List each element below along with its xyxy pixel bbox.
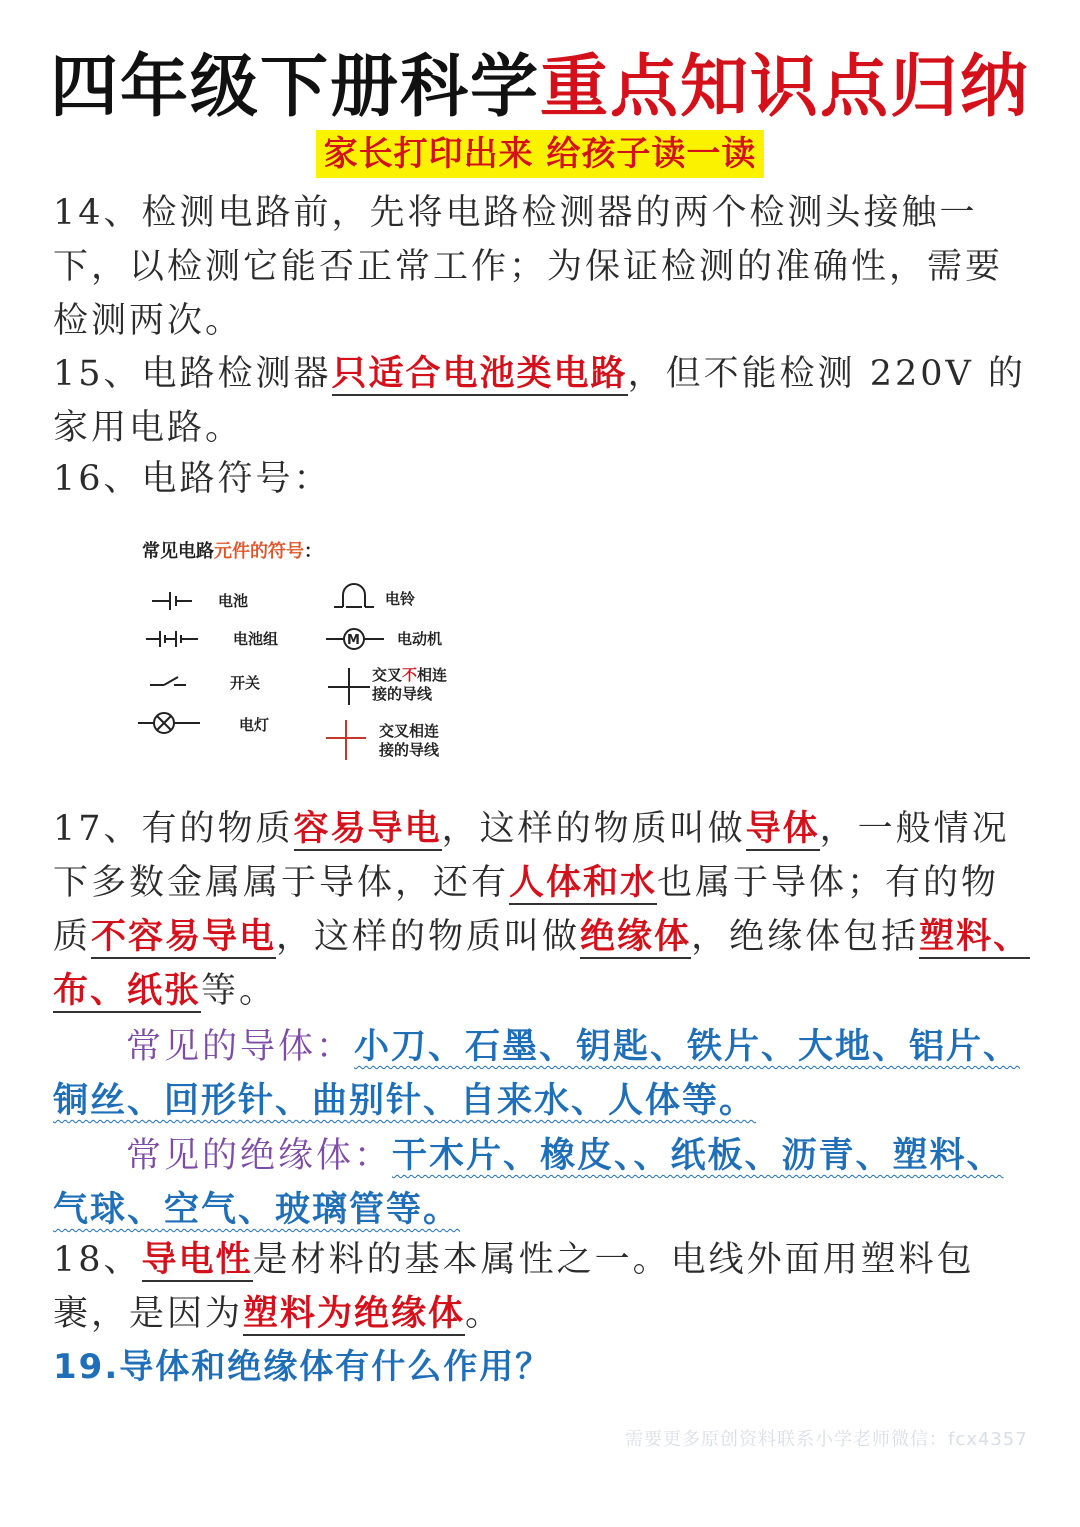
- p15-text-c: ，但不能检测 220V 的家用电路。: [53, 354, 1026, 448]
- crossed-wires-icon: [328, 668, 370, 705]
- p17-d-highlight: 导体: [745, 809, 820, 849]
- p17-g: 也属于导体；有的物质: [53, 863, 1000, 957]
- motor-label: 电动机: [397, 630, 443, 648]
- symbols-title-a: 常见电路: [142, 541, 214, 562]
- battery-pack-symbol-icon: [146, 631, 198, 647]
- insulators-list: 干木片、橡皮、、纸板、沥青、塑料、气球、空气、玻璃管等。: [53, 1136, 1004, 1230]
- conductors-paragraph: [53, 1020, 1033, 1128]
- p17-a: 17、有的物质: [53, 809, 294, 849]
- lamp-label: 电灯: [239, 716, 270, 734]
- conductors-list: 小刀、石墨、钥匙、铁片、大地、铝片、铜丝、回形针、曲别针、自来水、人体等。: [53, 1027, 1021, 1121]
- switch-label: 开关: [230, 674, 261, 692]
- cross-label-c: 相连: [417, 666, 448, 684]
- conductors-label: 常见的导体：: [126, 1027, 355, 1067]
- p17-b-highlight: 容易导电: [293, 809, 442, 849]
- switch-symbol-icon: [150, 677, 186, 685]
- joined-wires-icon: [326, 720, 366, 760]
- p15-text-a: 15、电路检测器: [53, 354, 332, 394]
- p17-h-highlight: 不容易导电: [91, 917, 277, 957]
- joined-label-a: 交叉相连: [379, 722, 440, 740]
- paragraph-16: 16、电路符号：: [53, 459, 332, 499]
- cross-label-b: 不: [402, 666, 418, 684]
- crossed-wires-label: [372, 666, 447, 704]
- battery-symbol-icon: [152, 592, 192, 610]
- symbols-title-b: 元件的符号: [214, 541, 304, 562]
- bell-symbol-icon: [334, 584, 374, 607]
- p17-j-highlight: 绝缘体: [580, 917, 692, 957]
- circuit-symbols-figure: [130, 525, 530, 775]
- p18-e: 。: [465, 1294, 504, 1334]
- subtitle-banner: 家长打印出来 给孩子读一读: [316, 130, 765, 178]
- p15-highlight: 只适合电池类电路: [331, 354, 628, 394]
- cross-label-d: 接的导线: [372, 685, 433, 703]
- bell-label: 电铃: [385, 590, 416, 608]
- svg-text:M: M: [347, 633, 360, 648]
- paragraph-17: [53, 802, 1033, 1018]
- p18-b-highlight: 导电性: [141, 1240, 253, 1280]
- paragraph-14: 14、检测电路前，先将电路检测器的两个检测头接触一下，以检测它能否正常工作；为保证检测的准确性，需要检测两次。: [53, 193, 1004, 341]
- battery-label: 电池: [218, 592, 249, 610]
- p17-m: 等。: [201, 971, 278, 1011]
- p18-c: 是材料的基本属性之一。电线外面用塑料包裹，是因为: [53, 1240, 975, 1334]
- insulators-label: 常见的绝缘体：: [126, 1136, 393, 1176]
- p17-f-highlight: 人体和水: [509, 863, 658, 903]
- symbols-title-c: ：: [304, 541, 322, 562]
- battery-pack-label: 电池组: [233, 630, 279, 648]
- p17-c: ，这样的物质叫做: [441, 809, 746, 849]
- paragraph-18: [53, 1233, 1033, 1341]
- watermark: 需要更多原创资料联系小学老师微信：fcx4357: [625, 1429, 1028, 1450]
- p17-k: ，绝缘体包括: [691, 917, 920, 957]
- insulators-paragraph: [53, 1129, 1033, 1237]
- p18-a: 18、: [53, 1240, 142, 1280]
- title-red-part: 重点知识点归纳: [540, 48, 1031, 127]
- p17-l-highlight: 塑料、布、纸张: [53, 917, 1031, 1011]
- lamp-symbol-icon: [138, 713, 200, 733]
- joined-wires-label: [379, 722, 439, 760]
- symbols-drawing: [130, 525, 530, 775]
- paragraph-15: [53, 347, 1033, 455]
- question-19: 19.导体和绝缘体有什么作用？: [53, 1347, 552, 1387]
- page-title: [0, 48, 1080, 128]
- p18-d-highlight: 塑料为绝缘体: [243, 1294, 466, 1334]
- p17-i: ，这样的物质叫做: [276, 917, 581, 957]
- joined-label-b: 接的导线: [379, 741, 440, 759]
- title-black-part: 四年级下册科学: [49, 48, 540, 127]
- p17-e: ，一般情况下多数金属属于导体，还有: [53, 809, 1010, 903]
- cross-label-a: 交叉: [372, 666, 403, 684]
